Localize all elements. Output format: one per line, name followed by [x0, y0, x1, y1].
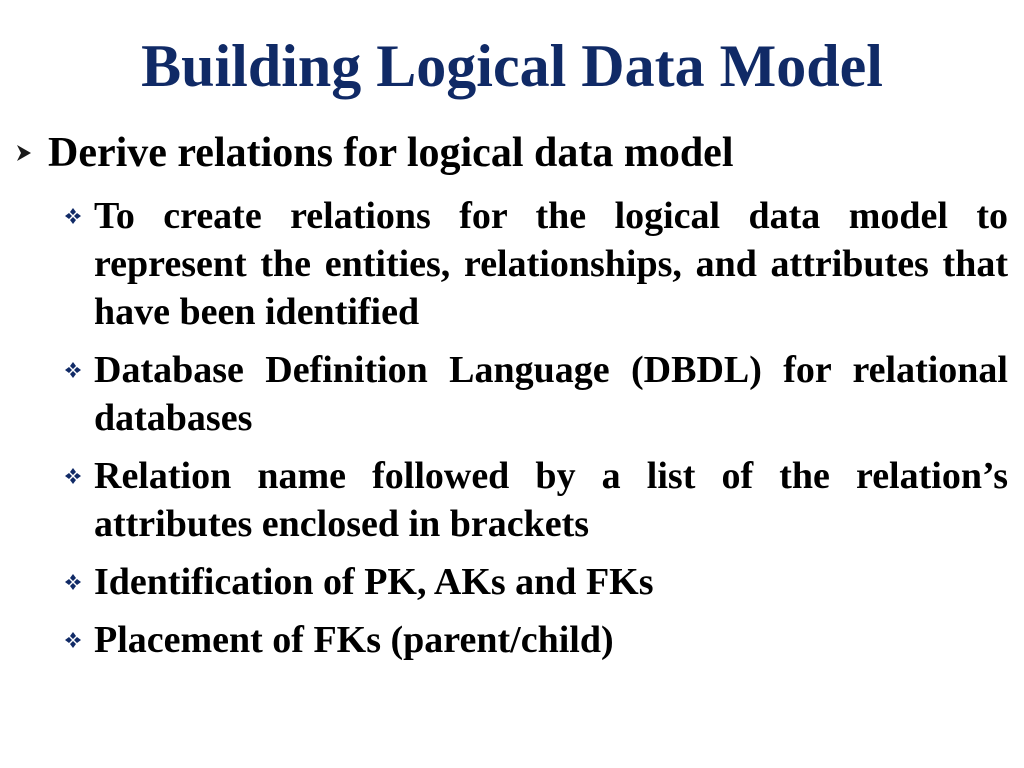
slide-title: Building Logical Data Model: [141, 33, 883, 99]
sub-bullet-text: To create relations for the logical data model to represent the entities, relationships, and attributes that have been identified: [94, 195, 1008, 333]
diamond-cluster-bullet-icon: [64, 616, 94, 664]
sub-bullet-text: Relation name followed by a list of the relation’s attributes enclosed in brackets: [94, 455, 1008, 545]
sub-bullet-item: [64, 452, 1008, 548]
sub-bullet-item: [64, 558, 1008, 606]
sub-bullet-text: Database Definition Language (DBDL) for relational databases: [94, 349, 1008, 439]
sub-bullet-text: Placement of FKs (parent/child): [94, 619, 614, 661]
arrow-right-bullet-icon: [14, 127, 48, 179]
main-bullet-text: Derive relations for logical data model: [48, 130, 734, 176]
sub-bullet-item: [64, 346, 1008, 442]
diamond-cluster-bullet-icon: [64, 346, 94, 394]
main-bullet-item: [14, 127, 1014, 179]
sub-bullet-item: [64, 616, 1008, 664]
diamond-cluster-bullet-icon: [64, 192, 94, 240]
diamond-cluster-bullet-icon: [64, 558, 94, 606]
diamond-cluster-bullet-icon: [64, 452, 94, 500]
sub-bullet-item: [64, 192, 1008, 336]
sub-bullet-list: [64, 192, 1008, 674]
sub-bullet-text: Identification of PK, AKs and FKs: [94, 561, 654, 603]
